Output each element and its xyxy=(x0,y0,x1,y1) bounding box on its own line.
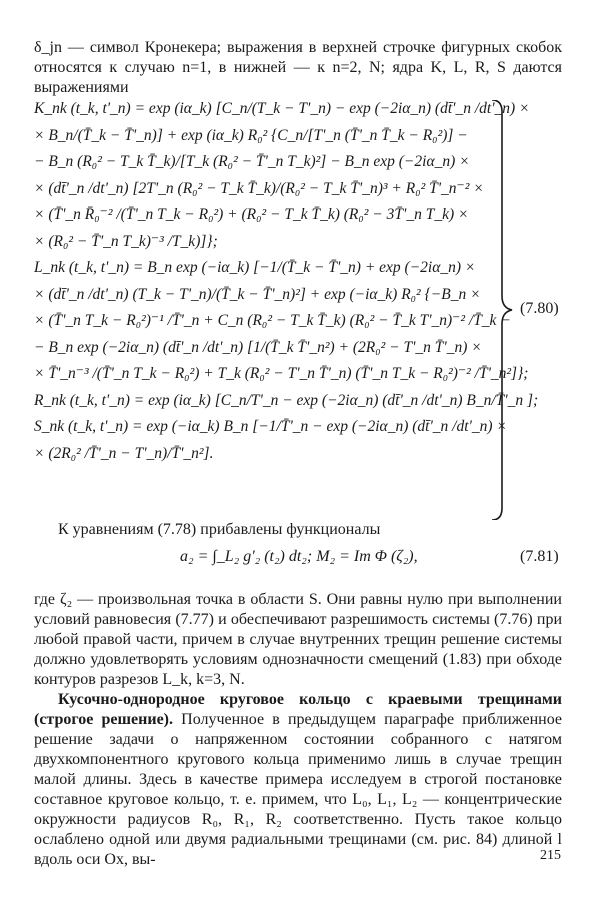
equation-line: × (T̄'_n T_k − R₀²)⁻¹ /T̄'_n + C_n (R₀² − T_k T̄_k) (R₀² − T̄_k T'_n)⁻² /T̄_k − xyxy=(34,312,511,329)
section-heading: Кусочно-однородное круговое кольцо с краевыми трещинами (строгое решение). xyxy=(34,691,562,728)
equation-line: S_nk (t_k, t'_n) = exp (−iα_k) B_n [−1/T̄'_n − exp (−2iα_n) (dt̄'_n /dt'_n) × xyxy=(34,418,507,435)
equation-line: × (T̄'_n R̄₀⁻² /(T̄'_n T_k − R₀²) + (R₀² − T_k T̄_k) (R₀² − 3T̄'_n T_k) × xyxy=(34,206,469,223)
equation-line: − B_n (R₀² − T_k T̄_k)/[T_k (R₀² − T̄'_n T_k)²] − B_n exp (−2iα_n) × xyxy=(34,153,470,170)
equation-line: K_nk (t_k, t'_n) = exp (iα_k) [C_n/(T_k − T'_n) − exp (−2iα_n) (dt̄'_n /dt'_n) × xyxy=(34,100,530,117)
equation-line: − B_n exp (−2iα_n) (dt̄'_n /dt'_n) [1/(T̄_k T̄'_n²) + (2R₀² − T'_n T̄'_n) × xyxy=(34,338,482,356)
paragraph-functionals: К уравнениям (7.78) прибавлены функционалы xyxy=(58,521,381,538)
section-paragraph xyxy=(34,690,562,870)
equation-number-7-81: (7.81) xyxy=(520,548,559,565)
equation-line: × T̄'_n⁻³ /(T̄'_n T_k − R₀²) + T_k (R₀² − T'_n T̄'_n) (T̄'_n T_k − R₀²)⁻² /T̄'_n²]}; xyxy=(34,365,529,382)
equation-number-7-80: (7.80) xyxy=(520,300,559,317)
equation-line: × (dt̄'_n /dt'_n) [2T'_n (R₀² − T_k T̄_k)/(R₀² − T_k T̄'_n)³ + R₀² T̄'_n⁻² × xyxy=(34,179,484,197)
paragraph-equilibrium: где ζ₂ — произвольная точка в области S. Они равны нулю при выполнении условий равновесия (7.77) и обеспечивают разрешимость системы (7.76) при любой правой части, причем в случае внутренних трещин решение системы должно удовлетворять условиям однозначности смещений (1.83) при обходе контуров разрезов L_k, k=3, N. xyxy=(34,591,562,688)
equation-block-7-80 xyxy=(34,96,539,467)
equation-line: R_nk (t_k, t'_n) = exp (iα_k) [C_n/T'_n − exp (−2iα_n) (dt̄'_n /dt'_n) B_n/T̄'_n ]; xyxy=(34,391,539,409)
equation-line: × (2R₀² /T̄'_n − T'_n)/T̄'_n²]. xyxy=(34,444,214,462)
equation-line: × (dt̄'_n /dt'_n) (T_k − T'_n)/(T̄_k − T̄'_n)²] + exp (−iα_k) R₀² {−B_n × xyxy=(34,285,481,303)
section-body: Полученное в предыдущем параграфе приближенное решение задачи о напряженном состоянии собранного с натягом двухкомпонентного кругового кольца применимо лишь в случае трещин малой длины. Здесь в качестве примера исследуем в строгой постановке составное круговое кольцо, т. е. примем, что L₀, L₁, L₂ — концентрические окружности радиусов R₀, R₁, R₂ соответственно. Пусть такое кольцо ослаблено одной или двумя радиальными трещинами (см. рис. 84) длиной l вдоль оси Ox, вы- xyxy=(34,711,563,868)
equation-7-81: a₂ = ∫_L₂ g'₂ (t₂) dt₂; M₂ = Im Φ (ζ₂), xyxy=(180,548,418,565)
equation-line: × B_n/(T̄_k − T̄'_n)] + exp (iα_k) R₀² {C_n/[T'_n (T̄'_n T̄_k − R₀²)] − xyxy=(34,126,468,144)
page-number: 215 xyxy=(540,848,561,863)
right-curly-brace xyxy=(490,100,516,520)
equation-line: L_nk (t_k, t'_n) = B_n exp (−iα_k) [−1/(T̄_k − T̄'_n) + exp (−2iα_n) × xyxy=(34,259,476,276)
intro-paragraph: δ_jn — символ Кронекера; выражения в верхней строчке фигурных скобок относятся к случаю n=1, в нижней — к n=2, N; ядра K, L, R, S даются выражениями xyxy=(34,39,562,96)
equation-line: × (R₀² − T̄'_n T_k)⁻³ /T_k)]}; xyxy=(34,232,218,250)
